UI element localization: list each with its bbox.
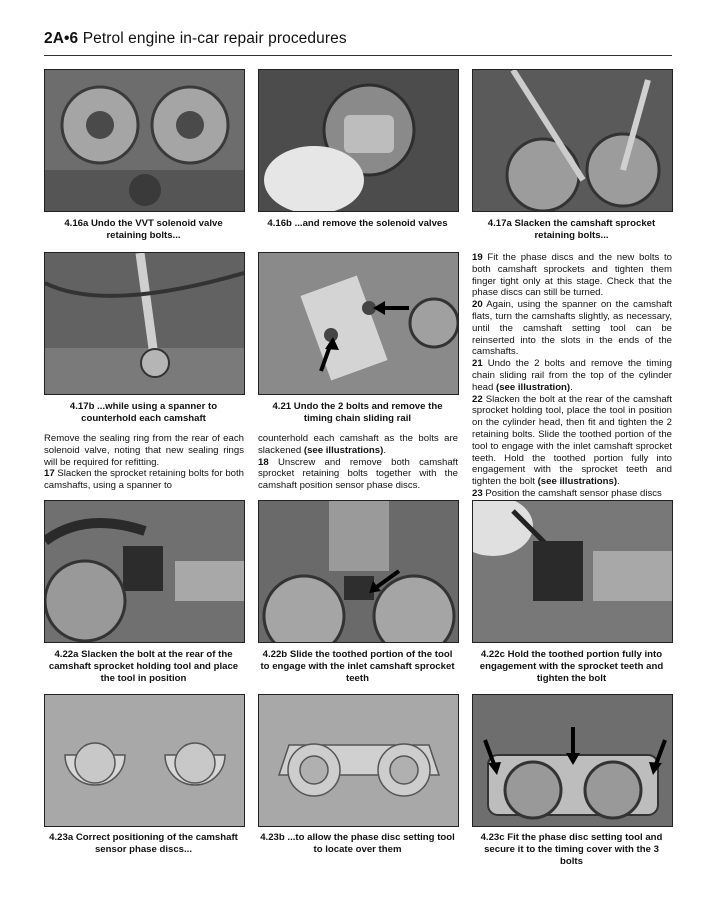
photo-4-17a xyxy=(472,69,673,212)
step-19-number: 19 xyxy=(472,252,483,263)
body-text-column-3 xyxy=(472,252,672,500)
photo-4-22a xyxy=(44,500,245,643)
step-22-text: Slacken the bolt at the rear of the camshaft sprocket holding tool, place the tool in position on the cylinder head, then fit and tighten the 2 retaining bolts. Slide the toothed portion of the tool to engage with the inlet camshaft sprocket teeth. Hold the toothed portion fully into engagement with the sprocket teeth and tighten the bolt xyxy=(472,393,672,488)
photo-4-16a xyxy=(44,69,245,212)
punctuation: . xyxy=(570,381,573,393)
step-23-number: 23 xyxy=(472,487,483,499)
photo-4-23b xyxy=(258,694,459,827)
caption-4-16a: 4.16a Undo the VVT solenoid valve retaining bolts... xyxy=(64,218,223,241)
step-17-text: Slacken the sprocket retaining bolts for both camshafts, using a spanner to xyxy=(44,468,244,492)
step-21-text: Undo the 2 bolts and remove the timing chain sliding rail from the top of the cylinder head xyxy=(472,358,672,393)
punctuation: . xyxy=(617,476,620,488)
photo-4-22c xyxy=(472,500,673,643)
step-22-number: 22 xyxy=(472,393,483,405)
para-16-end: Remove the sealing ring from the rear of each solenoid valve, noting that new sealing rings will be required for refitting. xyxy=(44,433,244,468)
photo-4-16b xyxy=(258,69,459,212)
photo-4-21 xyxy=(258,252,459,395)
page-header xyxy=(44,30,347,48)
caption-4-16b: 4.16b ...and remove the solenoid valves xyxy=(267,218,448,229)
caption-4-23b: 4.23b ...to allow the phase disc setting tool to locate over them xyxy=(260,832,455,855)
section-number: 2A•6 xyxy=(44,30,79,47)
punctuation: . xyxy=(383,444,386,456)
page-title: Petrol engine in-car repair procedures xyxy=(82,30,347,47)
caption-4-22a: 4.22a Slacken the bolt at the rear of the camshaft sprocket holding tool and place the tool in position xyxy=(48,649,239,684)
step-17-number: 17 xyxy=(44,468,55,480)
illustration-ref: (see illustrations) xyxy=(303,444,384,456)
header-rule xyxy=(44,55,672,56)
photo-4-22b xyxy=(258,500,459,643)
step-17-continued: counterhold each camshaft as the bolts are slackened xyxy=(258,433,458,456)
caption-4-22c: 4.22c Hold the toothed portion fully into engagement with the sprocket teeth and tighten the bolt xyxy=(479,649,664,684)
body-text-column-1 xyxy=(44,433,244,492)
step-23-text: Position the camshaft sensor phase discs xyxy=(482,487,662,499)
caption-4-23c: 4.23c Fit the phase disc setting tool and secure it to the timing cover with the 3 bolts xyxy=(480,832,663,867)
photo-4-23a xyxy=(44,694,245,827)
caption-4-23a: 4.23a Correct positioning of the camshaft sensor phase discs... xyxy=(49,832,238,855)
photo-4-17b xyxy=(44,252,245,395)
caption-4-17a: 4.17a Slacken the camshaft sprocket retaining bolts... xyxy=(487,218,656,241)
step-21-number: 21 xyxy=(472,358,483,370)
step-20-number: 20 xyxy=(472,299,483,311)
caption-4-21: 4.21 Undo the 2 bolts and remove the timing chain sliding rail xyxy=(272,401,443,424)
caption-4-22b: 4.22b Slide the toothed portion of the tool to engage with the inlet camshaft sprocket teeth xyxy=(260,649,455,684)
illustration-ref: (see illustrations) xyxy=(537,476,618,488)
caption-4-17b: 4.17b ...while using a spanner to counterhold each camshaft xyxy=(69,401,218,424)
step-19-text: Fit the phase discs and the new bolts to both camshaft sprockets and tighten them finger tight only at this stage. Check that the phase discs can still be turned. xyxy=(472,252,672,299)
illustration-ref: (see illustration) xyxy=(496,381,571,393)
photo-4-23c xyxy=(472,694,673,827)
body-text-column-2 xyxy=(258,433,458,492)
step-18-text: Unscrew and remove both camshaft sprocket retaining bolts together with the camshaft position sensor phase discs. xyxy=(258,456,458,492)
step-18-number: 18 xyxy=(258,456,269,468)
step-20-text: Again, using the spanner on the camshaft flats, turn the camshafts slightly, as necessary, until the camshaft setting tool can be reinserted into the slots in the ends of the camshafts. xyxy=(472,299,672,358)
